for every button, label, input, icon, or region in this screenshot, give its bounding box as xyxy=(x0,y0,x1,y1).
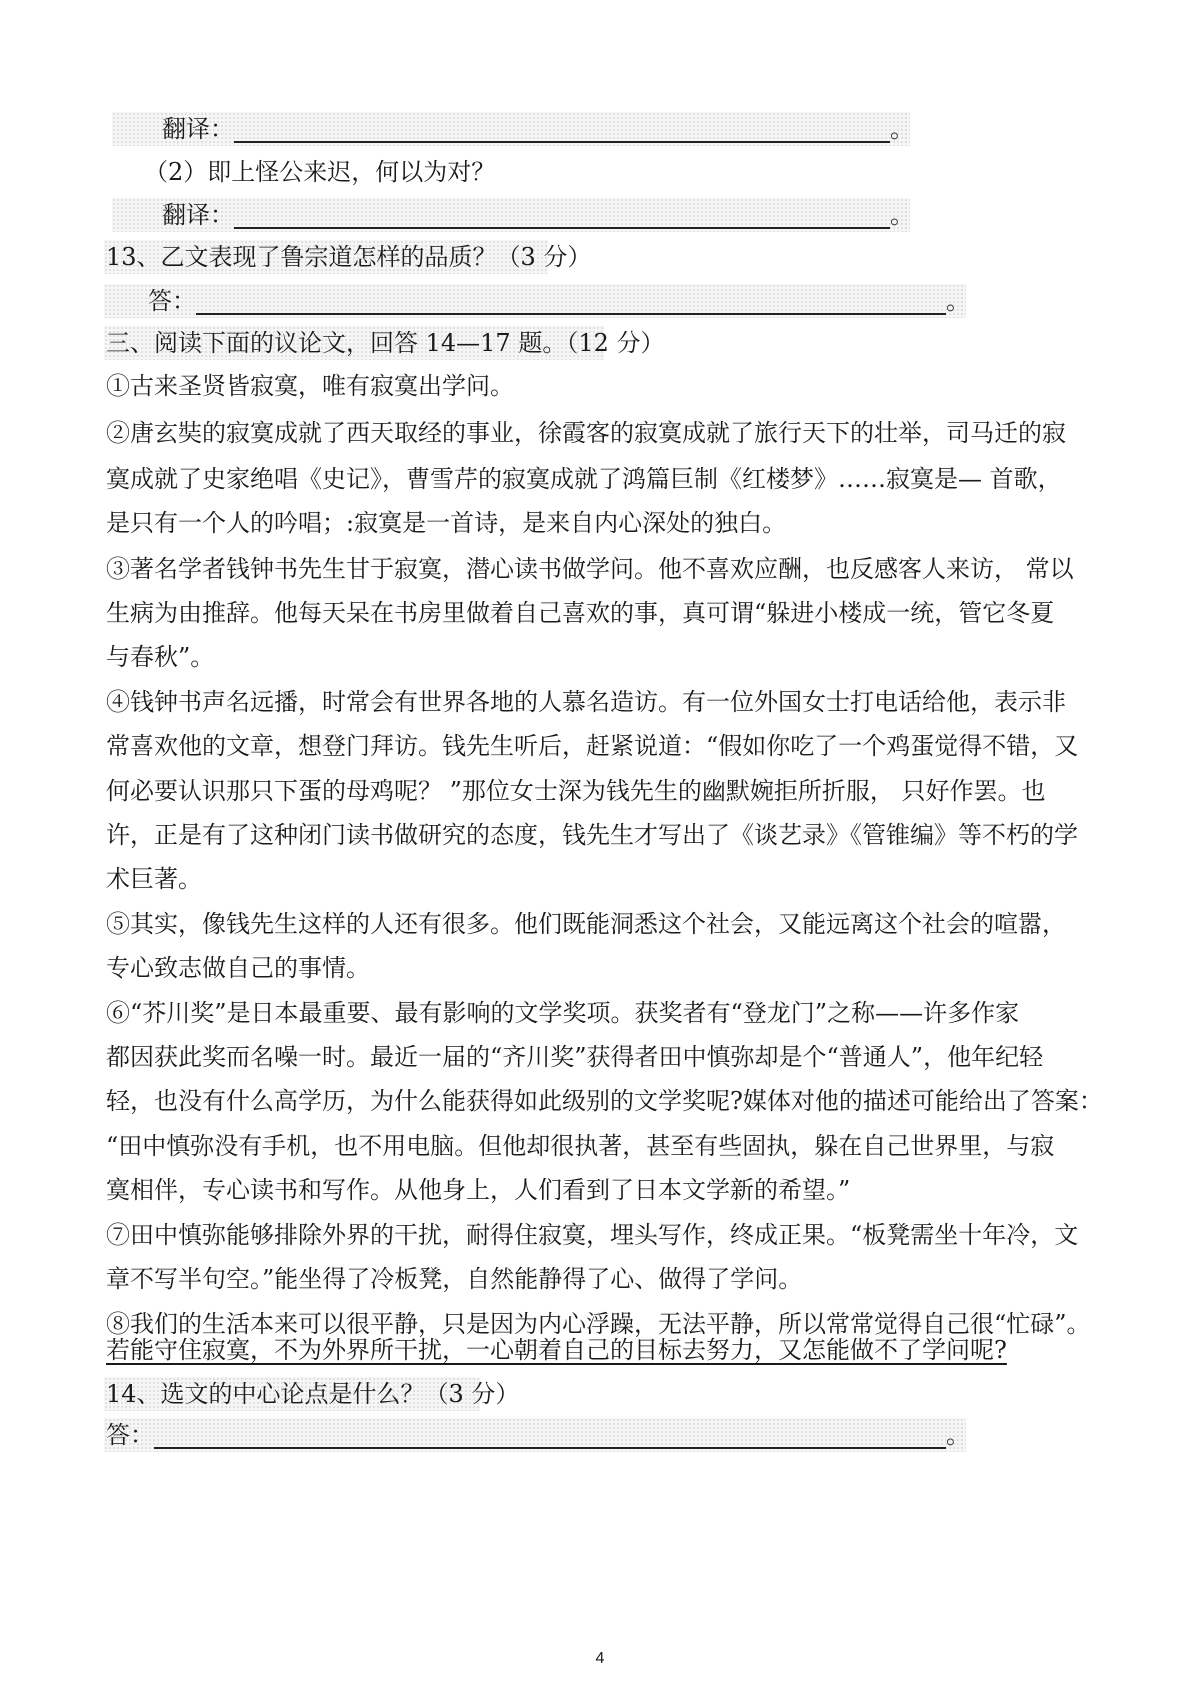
passage-line: 与春秋”。 xyxy=(106,643,215,671)
passage-line-underlined: 若能守住寂寞，不为外界所干扰，一心朝着自己的目标去努力，又怎能做不了学问呢? xyxy=(106,1336,1007,1364)
passage-line: ⑥“芥川奖”是日本最重要、最有影响的文学奖项。获奖者有“登龙门”之称——许多作家 xyxy=(106,999,1020,1027)
passage-line: 常喜欢他的文章，想登门拜访。钱先生听后，赶紧说道：“假如你吃了一个鸡蛋觉得不错，又 xyxy=(106,732,1079,760)
answer-blank[interactable] xyxy=(154,1423,946,1449)
passage-line: ④钱钟书声名远播，时常会有世界各地的人慕名造访。有一位外国女士打电话给他，表示非 xyxy=(106,688,1066,716)
passage-line: ⑤其实，像钱先生这样的人还有很多。他们既能洞悉这个社会，又能远离这个社会的喧嚣， xyxy=(106,910,1066,938)
passage-line: 何必要认识那只下蛋的母鸡呢？ ”那位女士深为钱先生的幽默婉拒所折服， 只好作罢。也 xyxy=(106,777,1046,805)
sub-question-2: （2）即上怪公来迟，何以为对？ xyxy=(144,158,496,186)
passage-line: 是只有一个人的吟唱；:寂寞是一首诗，是来自内心深处的独白。 xyxy=(106,509,787,537)
passage-line: ②唐玄奘的寂寞成就了西天取经的事业，徐霞客的寂寞成就了旅行天下的壮举，司马迁的寂 xyxy=(106,419,1066,447)
passage-line: “田中慎弥没有手机，也不用电脑。但他却很执著，甚至有些固执，躲在自己世界里，与寂 xyxy=(106,1132,1055,1160)
passage-line: 许，正是有了这种闭门读书做研究的态度，钱先生才写出了《谈艺录》《管锥编》等不朽的学 xyxy=(106,821,1078,849)
passage-line: 都因获此奖而名噪一时。最近一届的“齐川奖”获得者田中慎弥却是个“普通人”，他年纪轻 xyxy=(106,1043,1044,1071)
passage-line: ③著名学者钱钟书先生甘于寂寞，潜心读书做学问。他不喜欢应酬，也反感客人来访， 常以 xyxy=(106,555,1074,583)
passage-line: 专心致志做自己的事情。 xyxy=(106,954,370,982)
passage-line: 轻，也没有什么高学历，为什么能获得如此级别的文学奖呢?媒体对他的描述可能给出了答案： xyxy=(106,1087,1103,1115)
passage-line: ⑧我们的生活本来可以很平静，只是因为内心浮躁，无法平静，所以常常觉得自己很“忙碌”。 xyxy=(106,1310,1091,1338)
translation-row-2 xyxy=(162,198,914,232)
passage-line: ①古来圣贤皆寂寞，唯有寂寞出学问。 xyxy=(106,372,514,400)
question-13: 13、乙文表现了鲁宗道怎样的品质？（3 分） xyxy=(106,243,592,271)
passage-line: ⑦田中慎弥能够排除外界的干扰，耐得住寂寞，埋头写作，终成正果。“板凳需坐十年冷，文 xyxy=(106,1221,1079,1249)
section-heading: 三、阅读下面的议论文，回答 14—17 题。（12 分） xyxy=(106,329,665,357)
answer-row-13 xyxy=(148,284,970,318)
translation-label: 翻译： xyxy=(162,201,234,229)
translation-blank[interactable] xyxy=(234,203,890,229)
passage-line: 寞相伴，专心读书和写作。从他身上，人们看到了日本文学新的希望。” xyxy=(106,1176,851,1204)
passage-line: 寞成就了史家绝唱《史记》，曹雪芹的寂寞成就了鸿篇巨制《红楼梦》……寂寞是— 首歌， xyxy=(106,465,1062,493)
question-14: 14、选文的中心论点是什么？（3 分） xyxy=(106,1380,520,1408)
passage-line: 章不写半句空。”能坐得了冷板凳，自然能静得了心、做得了学问。 xyxy=(106,1265,803,1293)
translation-blank[interactable] xyxy=(234,117,890,143)
period: 。 xyxy=(890,115,914,143)
passage-line: 术巨著。 xyxy=(106,865,202,893)
answer-label: 答： xyxy=(148,287,196,315)
page-number: 4 xyxy=(595,1650,605,1667)
passage-line: 生病为由推辞。他每天呆在书房里做着自己喜欢的事，真可谓“躲进小楼成一统，管它冬夏 xyxy=(106,599,1055,627)
answer-label: 答： xyxy=(106,1421,154,1449)
translation-label: 翻译： xyxy=(162,115,234,143)
period: 。 xyxy=(890,201,914,229)
period: 。 xyxy=(946,287,970,315)
period: 。 xyxy=(946,1421,970,1449)
answer-row-14 xyxy=(106,1418,970,1452)
answer-blank[interactable] xyxy=(196,289,946,315)
translation-row-1 xyxy=(162,112,914,146)
